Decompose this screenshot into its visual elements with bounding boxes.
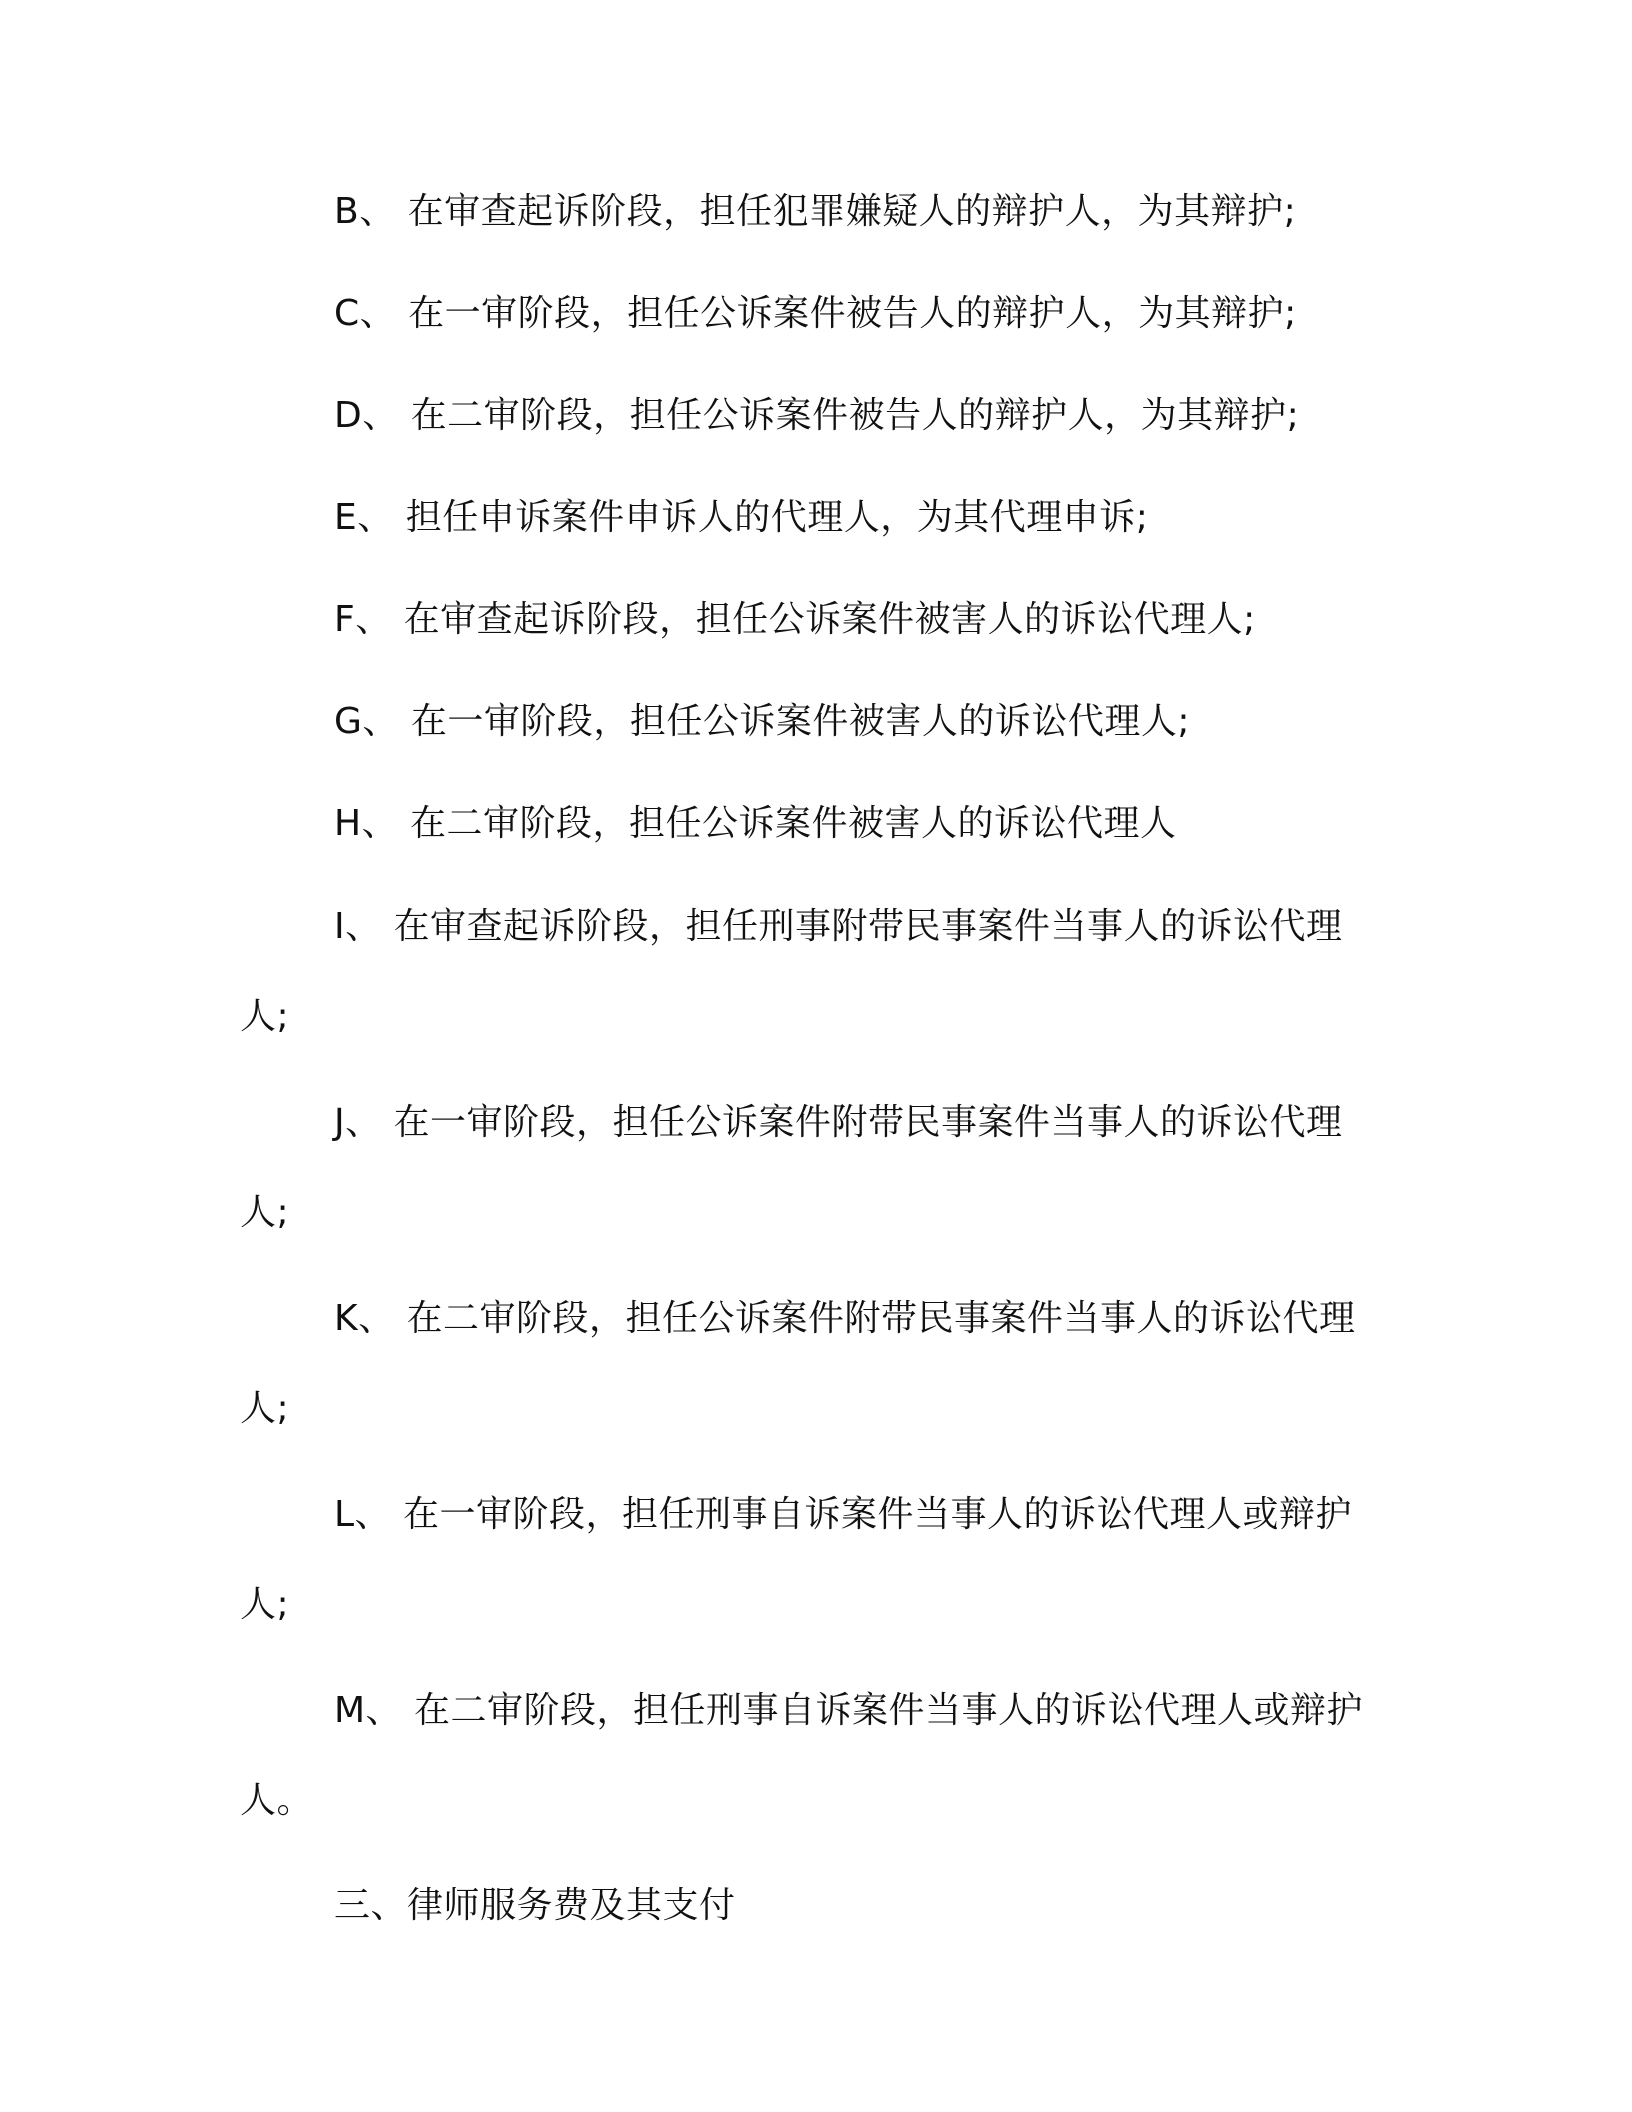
paragraph-h: H、 在二审阶段，担任公诉案件被害人的诉讼代理人: [334, 803, 1177, 844]
paragraph-c: C、 在一审阶段，担任公诉案件被告人的辩护人，为其辩护;: [334, 293, 1297, 334]
document-body: [240, 188, 1380, 1984]
paragraph-d: D、 在二审阶段，担任公诉案件被告人的辩护人，为其辩护;: [334, 395, 1300, 436]
paragraph-k: K、 在二审阶段，担任公诉案件附带民事案件当事人的诉讼代理人;: [240, 1298, 1356, 1429]
paragraph-e: E、 担任申诉案件申诉人的代理人，为其代理申诉;: [334, 497, 1149, 538]
paragraph-b: B、 在审查起诉阶段，担任犯罪嫌疑人的辩护人，为其辩护;: [334, 191, 1297, 232]
paragraph-g: G、 在一审阶段，担任公诉案件被害人的诉讼代理人;: [334, 701, 1190, 742]
paragraph-j: J、 在一审阶段，担任公诉案件附带民事案件当事人的诉讼代理人;: [240, 1102, 1343, 1233]
paragraph-i: I、 在审查起诉阶段，担任刑事附带民事案件当事人的诉讼代理人;: [240, 906, 1343, 1037]
section-heading: 三、律师服务费及其支付: [334, 1885, 736, 1926]
paragraph-l: L、 在一审阶段，担任刑事自诉案件当事人的诉讼代理人或辩护人;: [240, 1494, 1353, 1625]
paragraph-m: M、 在二审阶段，担任刑事自诉案件当事人的诉讼代理人或辩护人。: [240, 1690, 1364, 1821]
paragraph-f: F、 在审查起诉阶段，担任公诉案件被害人的诉讼代理人;: [334, 599, 1256, 640]
